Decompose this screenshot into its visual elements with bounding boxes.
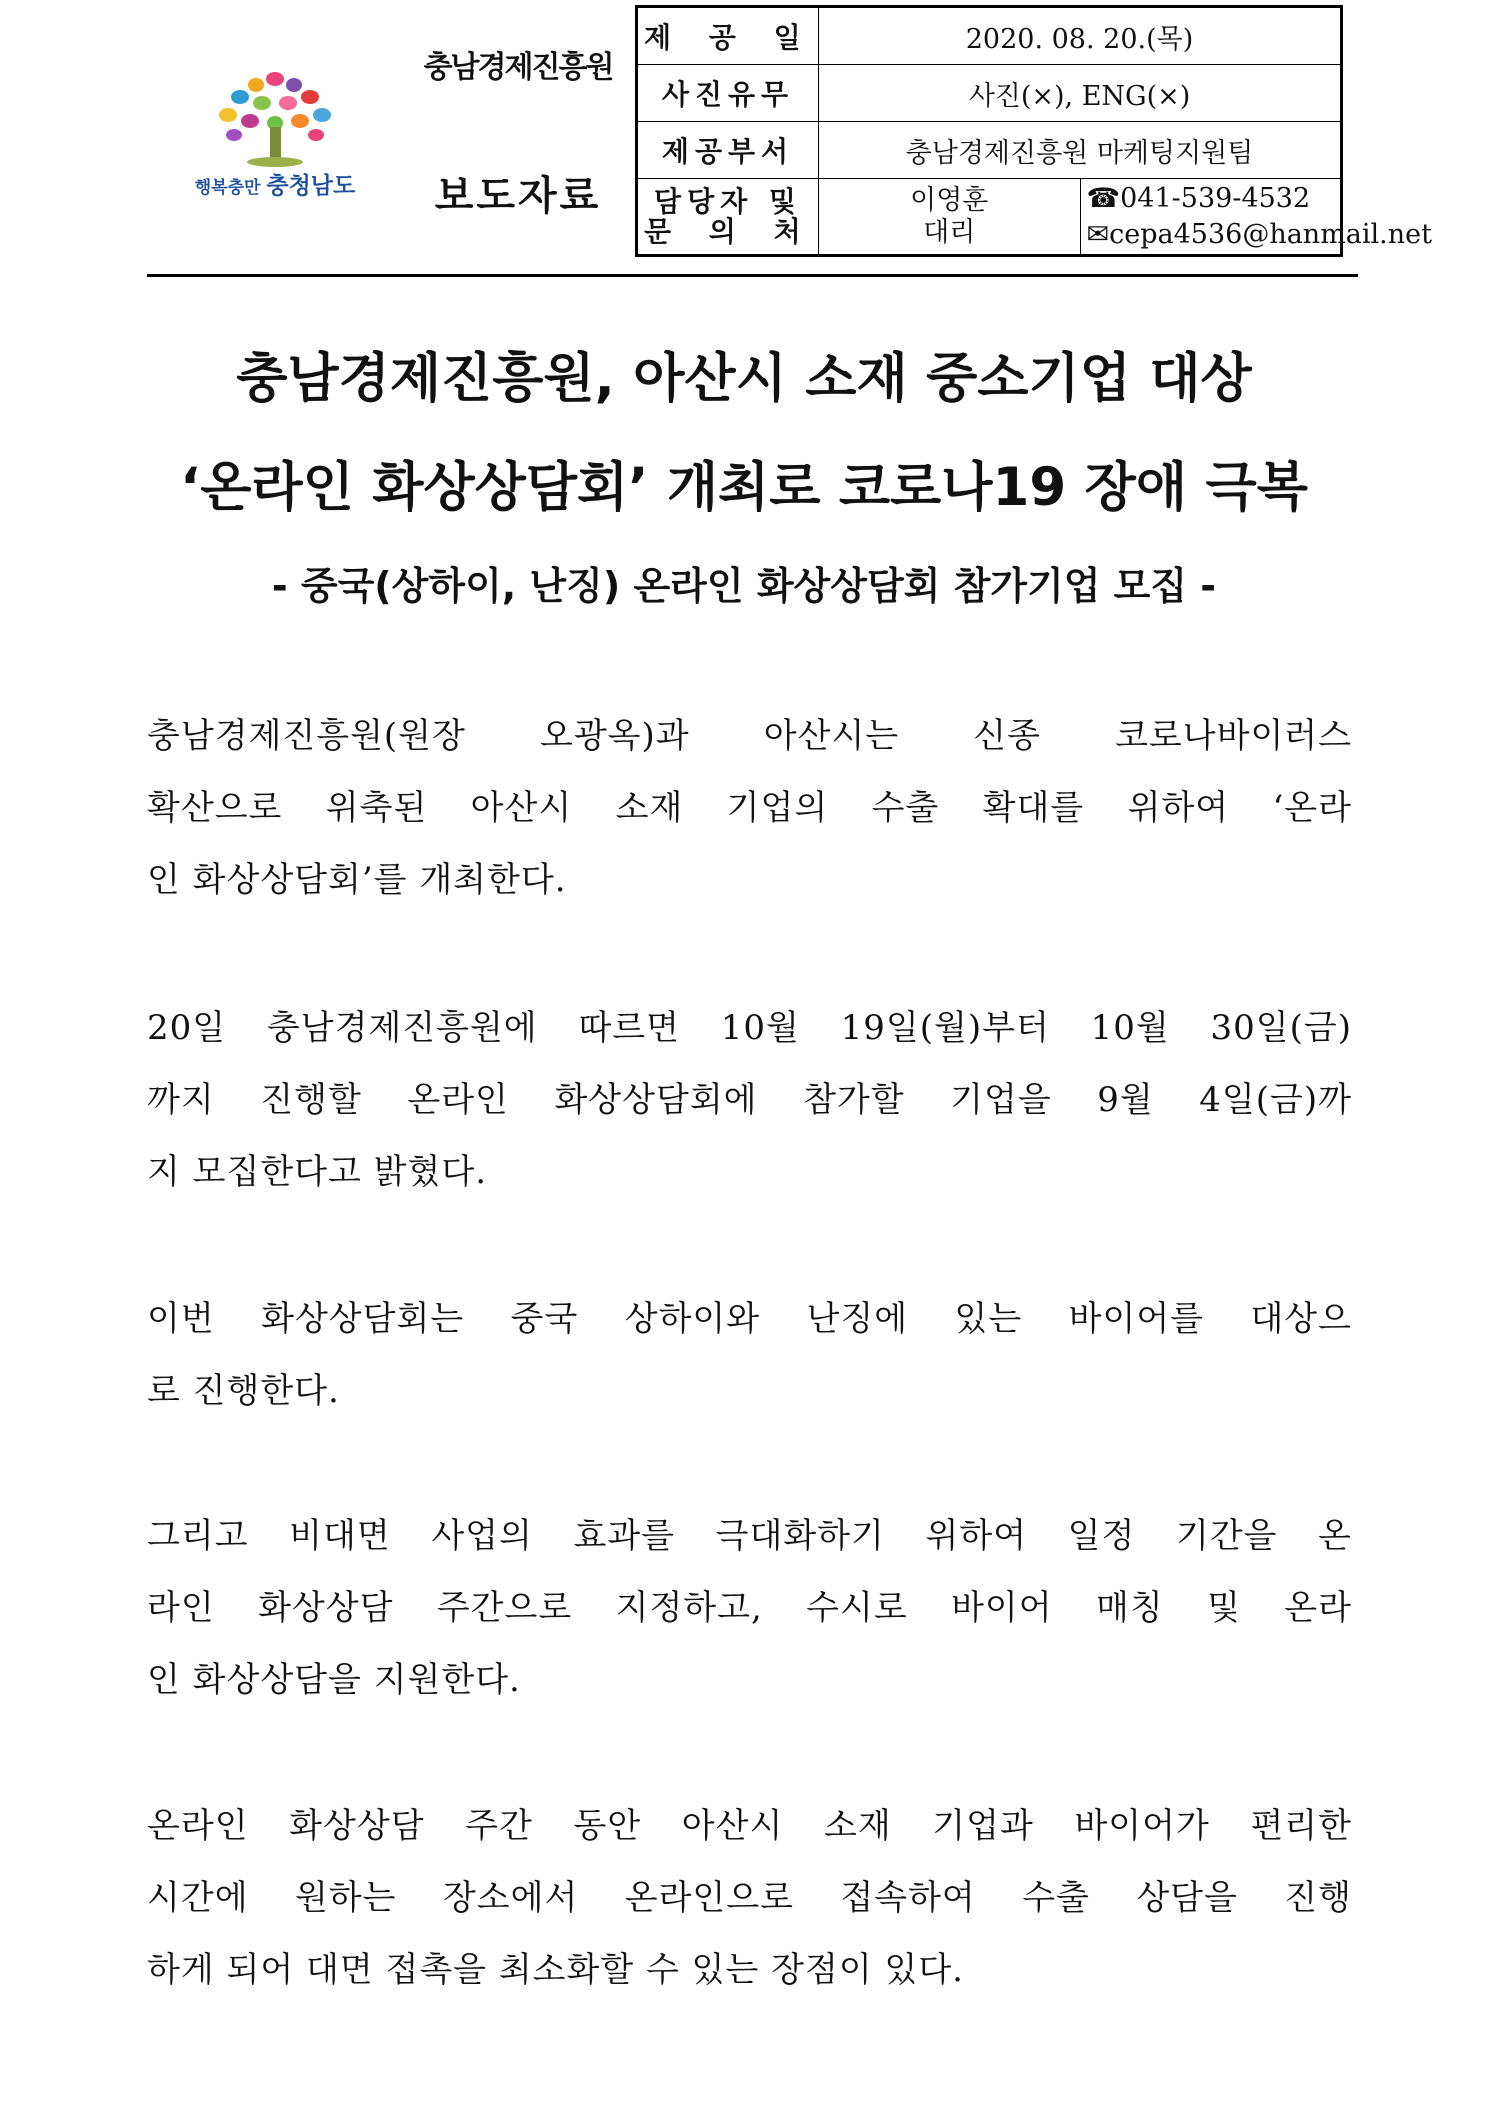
date-value: 2020. 08. 20.(목) [819, 7, 1342, 65]
paragraph-line: 라인 화상상담 주간으로 지정하고, 수시로 바이어 매칭 및 온라 [147, 1588, 1352, 1628]
phone-number: ☎041-539-4532 [1086, 182, 1311, 214]
info-row-dept [637, 122, 1342, 179]
paragraph-line: 하게 되어 대면 접촉을 최소화할 수 있는 장점이 있다. [147, 1950, 964, 1990]
body-paragraph-1 [147, 700, 1352, 916]
contact-label [637, 179, 819, 256]
person-title: 대리 [923, 216, 976, 248]
logo-caption [170, 167, 380, 200]
subtitle: - 중국(상하이, 난징) 온라인 화상상담회 참가기업 모집 - [271, 564, 1217, 608]
info-row-photo [637, 65, 1342, 122]
press-release-title: 보도자료 [434, 172, 602, 219]
dept-value: 충남경제진흥원 마케팅지원팀 [819, 122, 1342, 179]
release-info-table [635, 5, 1432, 257]
paragraph-line: 20일 충남경제진흥원에 따르면 10월 19일(월)부터 10월 30일(금) [147, 1008, 1352, 1048]
contact-person [819, 179, 1081, 256]
date-label: 제 공 일 [637, 7, 819, 65]
paragraph-line: 인 화상상담을 지원한다. [147, 1660, 521, 1700]
paragraph-line: 로 진행한다. [147, 1371, 340, 1411]
info-row-date [637, 7, 1342, 65]
logo-caption-small: 행복충만 [194, 178, 261, 198]
headline-line-2: ‘온라인 화상상담회’ 개최로 코로나19 장애 극복 [180, 457, 1308, 518]
paragraph-line: 이번 화상상담회는 중국 상하이와 난징에 있는 바이어를 대상으 [147, 1299, 1352, 1339]
contact-label-line-1: 담당자 및 [654, 184, 802, 218]
body-paragraph-2 [147, 992, 1352, 1208]
dept-label: 제공부서 [637, 122, 819, 179]
person-name: 이영훈 [910, 184, 989, 216]
body-paragraph-4 [147, 1500, 1352, 1716]
header-divider [147, 274, 1358, 277]
info-row-contact [637, 179, 1342, 256]
photo-label: 사진유무 [637, 65, 819, 122]
body-paragraph-5 [147, 1790, 1352, 2006]
paragraph-line: 그리고 비대면 사업의 효과를 극대화하기 위하여 일정 기간을 온 [147, 1516, 1352, 1556]
logo-caption-big: 충청남도 [266, 173, 356, 199]
paragraph-line: 온라인 화상상담 주간 동안 아산시 소재 기업과 바이어가 편리한 [147, 1806, 1352, 1846]
tree-logo-icon [210, 65, 340, 170]
contact-label-line-2: 문 의 처 [644, 214, 815, 248]
paragraph-line: 시간에 원하는 장소에서 온라인으로 접속하여 수출 상담을 진행 [147, 1878, 1352, 1918]
paragraph-line: 충남경제진흥원(원장 오광옥)과 아산시는 신종 코로나바이러스 [147, 716, 1352, 756]
headline-line-1: 충남경제진흥원, 아산시 소재 중소기업 대상 [236, 348, 1252, 409]
photo-value: 사진(×), ENG(×) [819, 65, 1342, 122]
paragraph-line: 인 화상상담회’를 개최한다. [147, 860, 567, 900]
email-address: ✉cepa4536@hanmail.net [1086, 218, 1432, 250]
paragraph-line: 확산으로 위축된 아산시 소재 기업의 수출 확대를 위하여 ‘온라 [147, 788, 1352, 828]
contact-details [1080, 179, 1432, 256]
chungnam-logo [160, 55, 380, 199]
paragraph-line: 까지 진행할 온라인 화상상담회에 참가할 기업을 9월 4일(금)까 [147, 1080, 1352, 1120]
body-paragraph-3 [147, 1283, 1352, 1427]
paragraph-line: 지 모집한다고 밝혔다. [147, 1152, 488, 1192]
org-name: 충남경제진흥원 [423, 50, 613, 85]
